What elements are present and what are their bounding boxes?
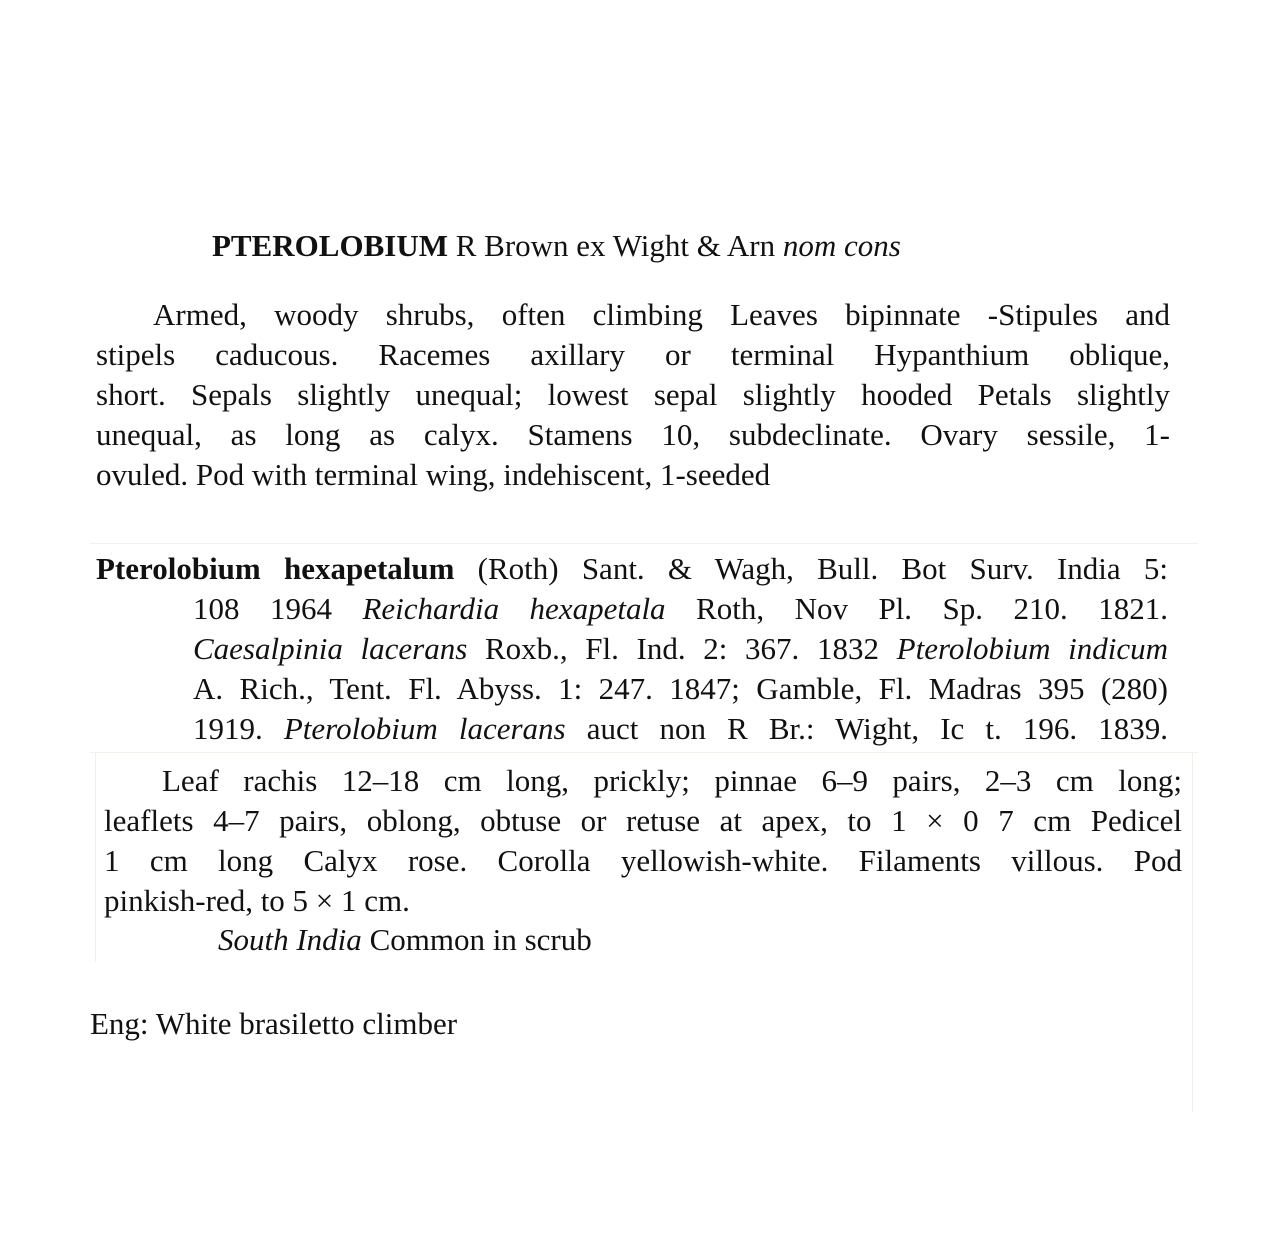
synonym-name: Reichardia hexapetala [362, 591, 666, 626]
synonymy-citation: 1919. [193, 711, 263, 746]
genus-status: nom cons [782, 228, 901, 263]
scan-artifact-line [90, 752, 1198, 753]
synonymy-line [193, 589, 1168, 629]
genus-description-line: ovuled. Pod with terminal wing, indehiscent, 1-seeded [96, 457, 771, 492]
species-authority: (Roth) Sant. & Wagh, Bull. Bot Surv. India 5: [477, 551, 1168, 586]
species-heading [96, 549, 1168, 589]
synonym-name: Pterolobium lacerans [283, 711, 566, 746]
genus-name: PTEROLOBIUM [212, 228, 448, 263]
scan-artifact-line [95, 752, 96, 962]
distribution-region: South India [218, 922, 362, 957]
scan-artifact-line [1192, 752, 1193, 1112]
synonymy-citation: auct non R Br.: Wight, Ic t. 196. 1839. [586, 711, 1169, 746]
scan-artifact-line [90, 543, 1198, 544]
synonymy-line [193, 669, 1168, 709]
species-name: Pterolobium hexapetalum [96, 551, 455, 586]
species-description-line: 1 cm long Calyx rose. Corolla yellowish-white. Filaments villous. Pod [104, 843, 1182, 878]
genus-description-line: Armed, woody shrubs, often climbing Leaves bipinnate -Stipules and [153, 297, 1170, 332]
synonym-name: Caesalpinia lacerans [193, 631, 468, 666]
species-description-line: leaflets 4–7 pairs, oblong, obtuse or retuse at apex, to 1 × 0 7 cm Pedicel [104, 803, 1182, 838]
synonymy-line [193, 629, 1168, 669]
synonymy-line [193, 709, 1168, 749]
distribution-note: Common in scrub [369, 922, 592, 957]
genus-description-line: short. Sepals slightly unequal; lowest sepal slightly hooded Petals slightly [96, 377, 1170, 412]
distribution-line [218, 920, 592, 960]
genus-heading [212, 226, 901, 266]
genus-description-line: unequal, as long as calyx. Stamens 10, subdeclinate. Ovary sessile, 1- [96, 417, 1170, 452]
species-description-line: Leaf rachis 12–18 cm long, prickly; pinnae 6–9 pairs, 2–3 cm long; [162, 763, 1182, 798]
synonymy-citation: A. Rich., Tent. Fl. Abyss. 1: 247. 1847; Gamble, Fl. Madras 395 (280) [193, 671, 1168, 706]
vernacular-name: Eng: White brasiletto climber [90, 1006, 458, 1041]
synonym-name: Pterolobium indicum [896, 631, 1169, 666]
species-description-line: pinkish-red, to 5 × 1 cm. [104, 883, 410, 918]
synonymy-citation: 108 1964 [193, 591, 332, 626]
genus-description-line: stipels caducous. Racemes axillary or terminal Hypanthium oblique, [96, 337, 1170, 372]
genus-authority: R Brown ex Wight & Arn [455, 228, 776, 263]
synonymy-citation: Roth, Nov Pl. Sp. 210. 1821. [696, 591, 1168, 626]
synonymy-citation: Roxb., Fl. Ind. 2: 367. 1832 [484, 631, 879, 666]
